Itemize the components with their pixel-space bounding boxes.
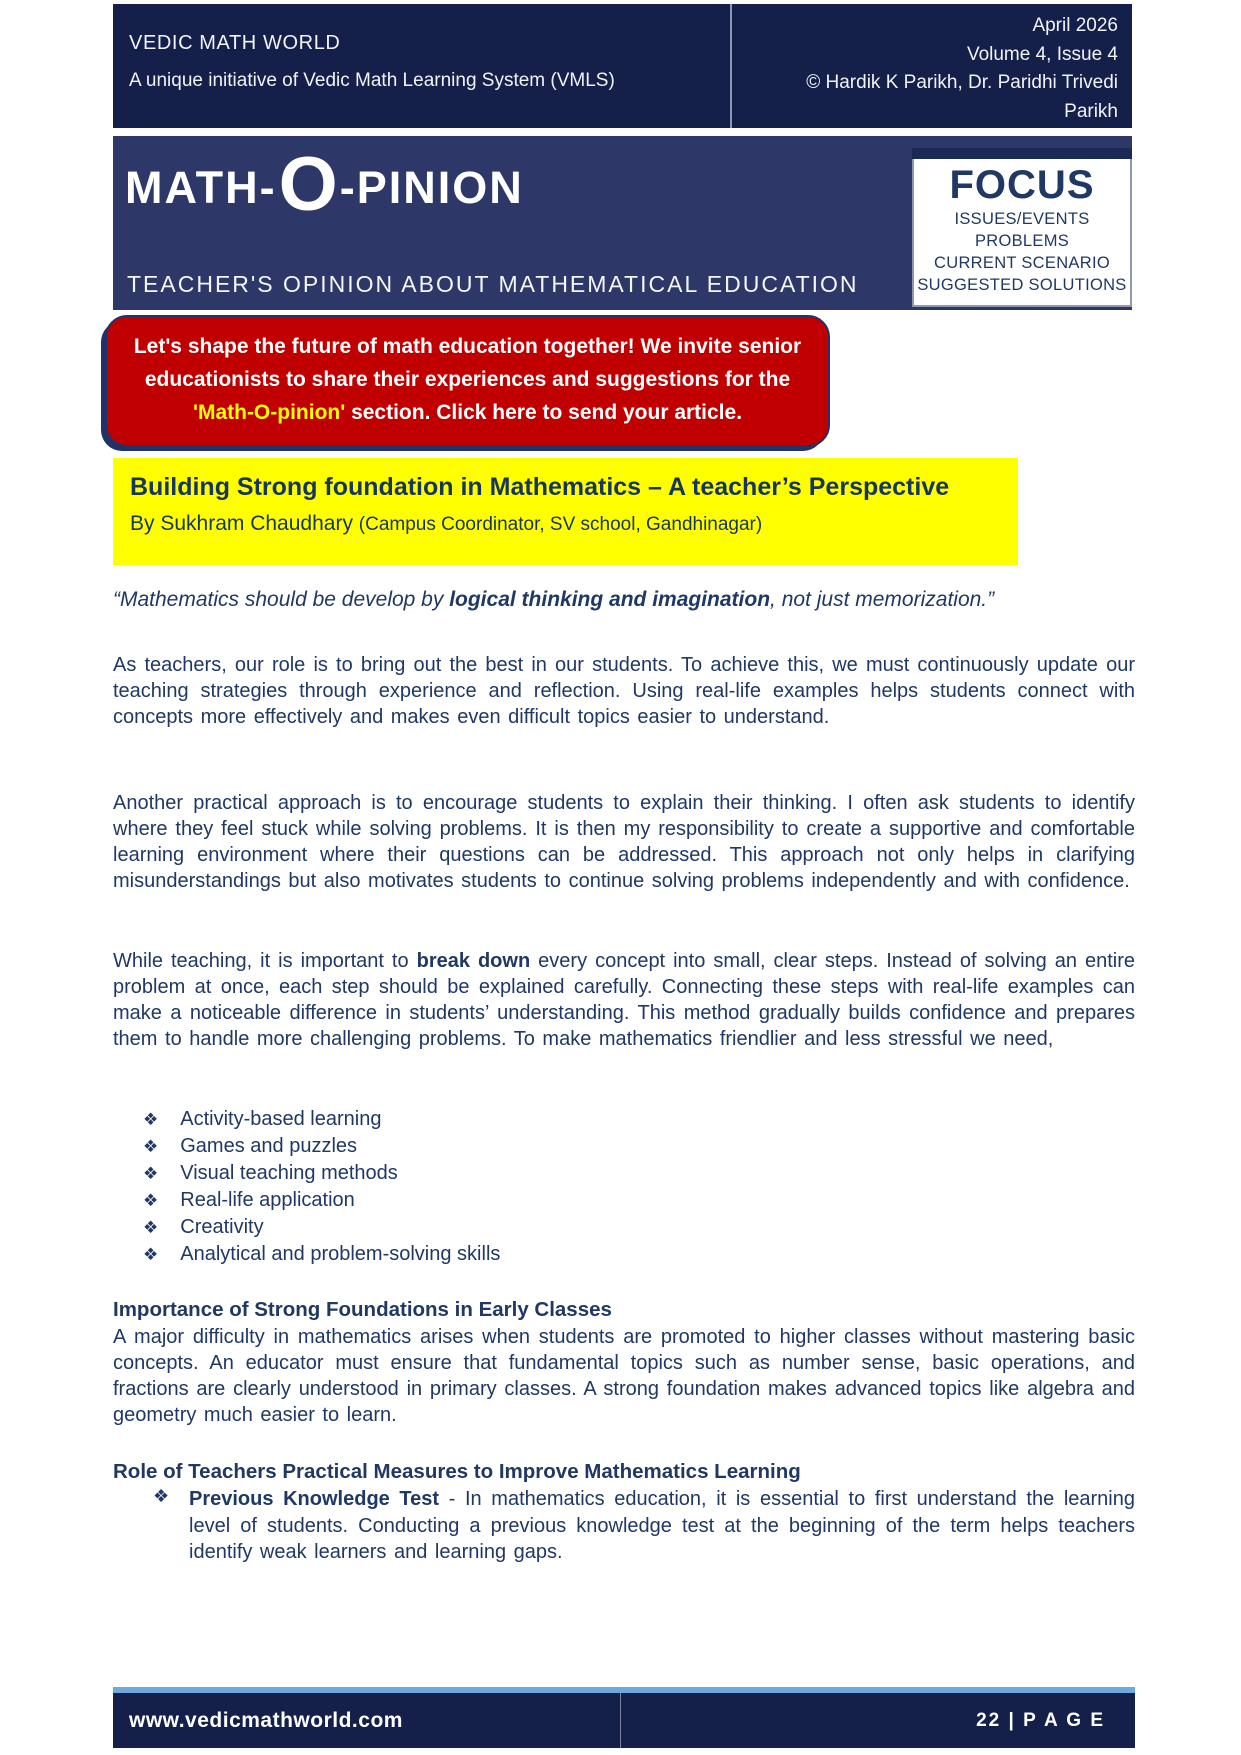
header-brand-block — [113, 4, 730, 128]
invite-line-cta[interactable] — [107, 396, 828, 429]
invite-cta-text: section. Click here to send your article. — [345, 401, 743, 424]
issue-volume: Volume 4, Issue 4 — [966, 43, 1118, 65]
article-paragraph-2: Another practical approach is to encourage students to explain their thinking. I often ask students to identify where they feel stuck while solving problems. It is then my responsibility to create a supportive and comfortable learning environment where their questions can be addressed. This approach not only helps in clarifying misunderstandings but also motivates students to continue solving problems independently and with confidence. — [113, 792, 1135, 892]
article-title: Building Strong foundation in Mathematics – A teacher’s Perspective — [130, 473, 950, 501]
byline-author: By Sukhram Chaudhary — [130, 512, 359, 535]
list-item — [143, 1160, 1165, 1187]
brand-title: VEDIC MATH WORLD — [129, 32, 341, 54]
focus-line: CURRENT SCENARIO — [934, 254, 1110, 272]
copyright-line: © Hardik K Parikh, Dr. Paridhi Trivedi — [806, 72, 1118, 93]
title-part-post: -PINION — [339, 162, 524, 213]
title-part-pre: MATH- — [125, 162, 277, 213]
needs-bullet-list — [113, 1106, 1165, 1268]
list-item — [143, 1241, 1165, 1268]
focus-box-top-strip — [912, 148, 1132, 159]
quote-bold: logical thinking and imagination — [449, 588, 771, 611]
list-item-label: Real-life application — [180, 1189, 355, 1211]
header-bar — [113, 4, 1132, 128]
quote-pre: “Mathematics should be develop by — [113, 588, 450, 611]
article-paragraph-4: A major difficulty in mathematics arises when students are promoted to higher classes without mastering basic concepts. An educator must ensure that fundamental topics such as number sense, basic operations, and fractions are clearly understood in primary classes. A strong foundation makes advanced topics like algebra and geometry much easier to learn. — [113, 1326, 1135, 1426]
focus-line: ISSUES/EVENTS — [954, 210, 1090, 228]
article-paragraph-1: As teachers, our role is to bring out the best in our students. To achieve this, we must continuously update our teaching strategies through experience and reflection. Using real-life examples helps students connect with concepts more effectively and makes even difficult topics easier to understand. — [113, 654, 1135, 728]
copyright-line2: Parikh — [1064, 100, 1118, 122]
footer-website-link[interactable]: www.vedicmathworld.com — [113, 1693, 621, 1748]
article-title-box — [113, 458, 1018, 565]
diamond-bullet-icon: ❖ — [153, 1486, 170, 1506]
footer-bar — [113, 1693, 1135, 1748]
diamond-bullet-icon: ❖ — [143, 1164, 159, 1183]
section-subtitle: TEACHER'S OPINION ABOUT MATHEMATICAL EDUCATION — [127, 271, 859, 297]
section-banner — [113, 136, 1132, 310]
article-byline — [130, 512, 1018, 536]
quote-post: , not just memorization.” — [770, 588, 995, 611]
list-item-label: Activity-based learning — [180, 1108, 382, 1130]
focus-box-body — [912, 159, 1132, 307]
diamond-bullet-icon: ❖ — [143, 1218, 159, 1237]
article-paragraph-3 — [113, 948, 1135, 1052]
diamond-bullet-icon: ❖ — [143, 1110, 159, 1129]
brand-tagline: A unique initiative of Vedic Math Learning System (VMLS) — [129, 70, 615, 91]
diamond-bullet-icon: ❖ — [143, 1191, 159, 1210]
knowledge-test-lead: Previous Knowledge Test — [189, 1488, 440, 1510]
invite-line: educationists to share their experiences and suggestions for the — [144, 368, 791, 391]
byline-role: (Campus Coordinator, SV school, Gandhinagar) — [358, 514, 763, 535]
invite-highlight: 'Math-O-pinion' — [192, 401, 346, 424]
list-item — [143, 1214, 1165, 1241]
list-item — [143, 1106, 1165, 1133]
list-item — [143, 1133, 1165, 1160]
focus-box — [912, 148, 1132, 307]
knowledge-test-body: - In mathematics education, it is essential to first understand the learning level of students. Conducting a previous knowledge test at the beginning of the term helps teachers identify weak learners and learning gaps. — [189, 1488, 1135, 1563]
knowledge-test-item — [113, 1486, 1135, 1566]
section-title — [125, 142, 524, 227]
section-heading-foundations: Importance of Strong Foundations in Early Classes — [113, 1298, 612, 1321]
invite-cta-box[interactable] — [105, 315, 830, 447]
section-foundations — [113, 1298, 1135, 1428]
invite-line: Let's shape the future of math education together! We invite senior — [133, 335, 802, 358]
focus-line: PROBLEMS — [974, 232, 1070, 250]
section-heading-role: Role of Teachers Practical Measures to Improve Mathematics Learning — [113, 1460, 801, 1483]
knowledge-test-text — [189, 1486, 1135, 1566]
paragraph3-bold: break down — [416, 950, 531, 972]
issue-date: April 2026 — [1032, 15, 1118, 36]
paragraph3-post: every concept into small, clear steps. Instead of solving an entire problem at once, each step should be explained carefully. Connecting these steps with real-life examples can make a noticeable difference in students’ understanding. This method gradually builds confidence and prepares them to handle more challenging problems. To make mathematics friendlier and less stressful we need, — [113, 950, 1136, 1050]
diamond-bullet-icon: ❖ — [143, 1245, 159, 1264]
list-item-label: Creativity — [180, 1216, 264, 1238]
list-item-label: Visual teaching methods — [180, 1162, 398, 1184]
title-part-o: O — [278, 142, 338, 227]
list-item-label: Analytical and problem-solving skills — [180, 1243, 501, 1265]
article-quote — [113, 588, 1135, 612]
focus-title: FOCUS — [949, 163, 1095, 207]
footer-page-number: 22 | P A G E — [976, 1709, 1105, 1731]
list-item — [143, 1187, 1165, 1214]
section-role-of-teachers — [113, 1460, 1135, 1566]
list-item-label: Games and puzzles — [180, 1135, 358, 1157]
header-issue-block — [730, 4, 1132, 128]
paragraph3-pre: While teaching, it is important to — [113, 950, 417, 972]
focus-line: SUGGESTED SOLUTIONS — [917, 276, 1127, 294]
diamond-bullet-icon: ❖ — [143, 1137, 159, 1156]
